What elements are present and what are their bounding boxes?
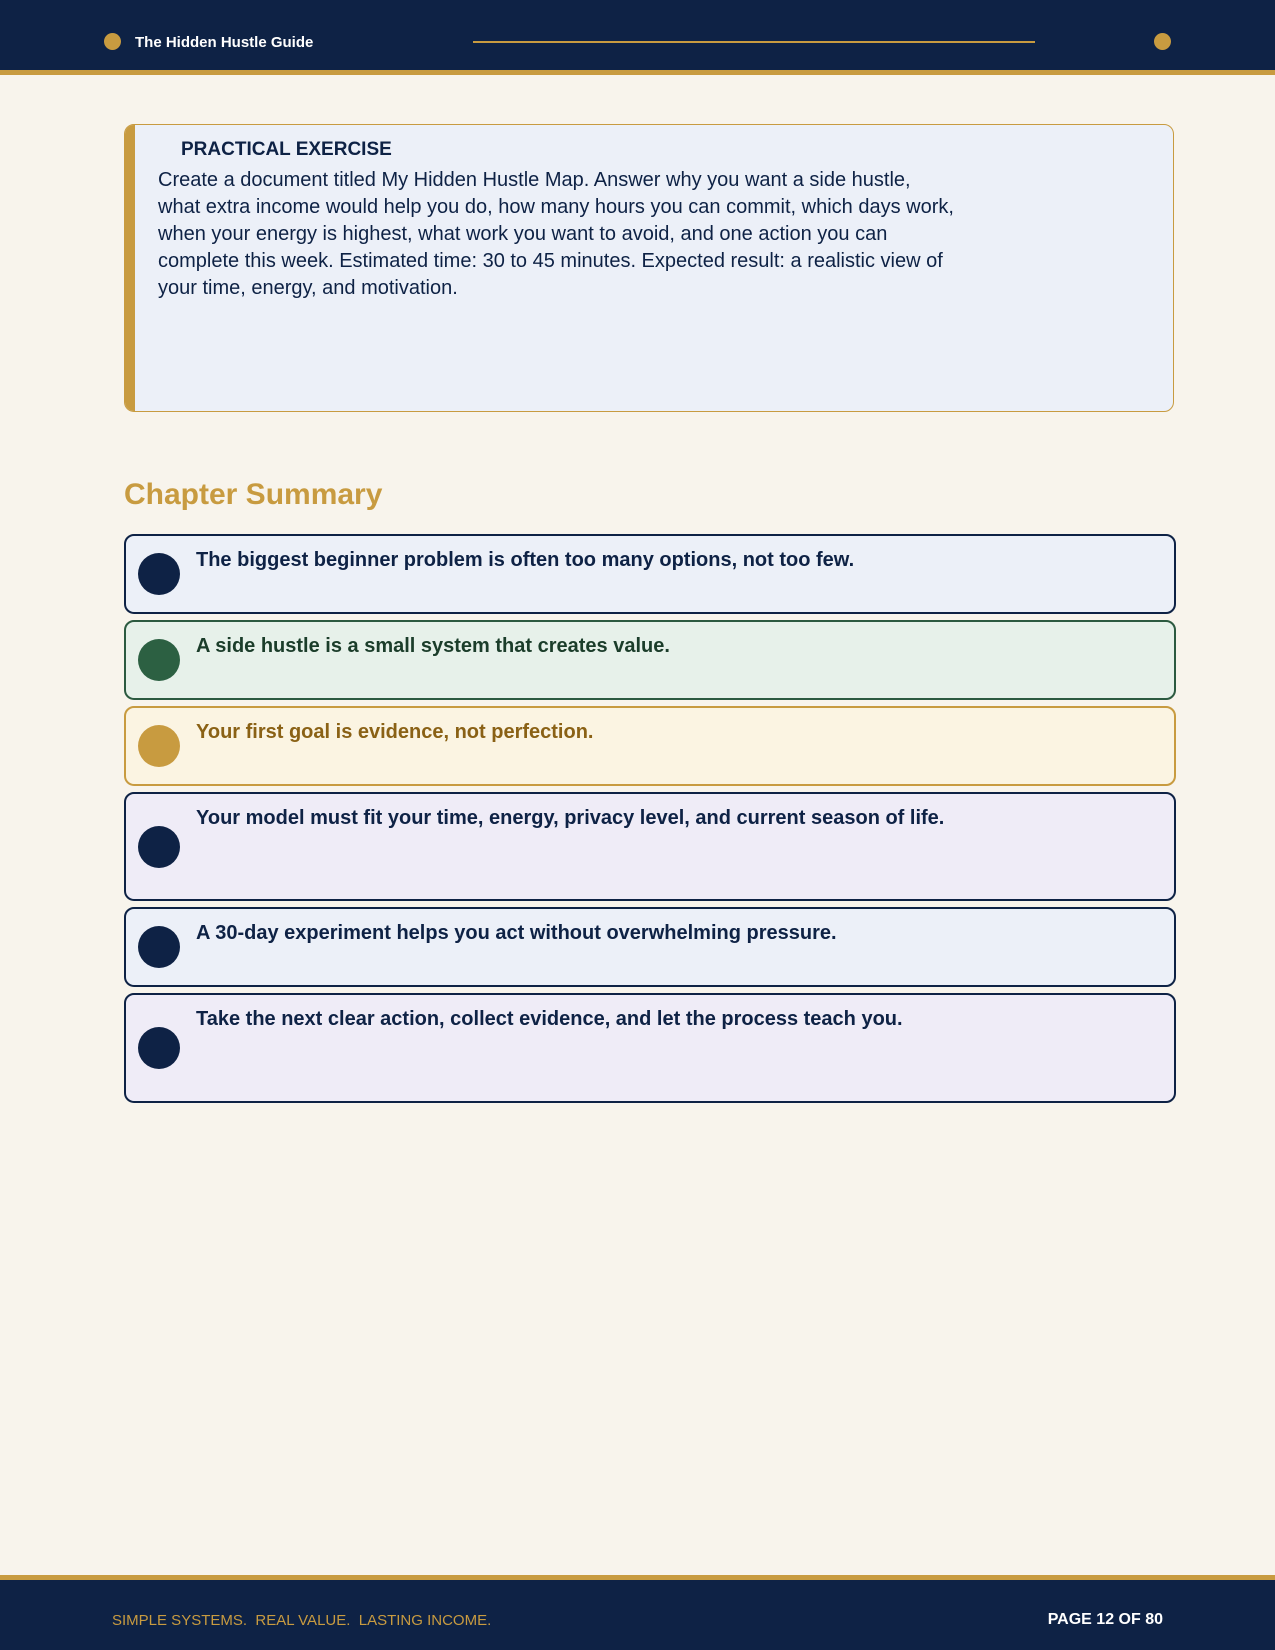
footer-tagline: SIMPLE SYSTEMS. REAL VALUE. LASTING INCOME. bbox=[112, 1612, 492, 1629]
guide-title: The Hidden Hustle Guide bbox=[135, 34, 314, 51]
page-header bbox=[0, 0, 1275, 70]
bullet-circle-icon bbox=[138, 553, 180, 595]
summary-item-text: A side hustle is a small system that creates value. bbox=[196, 635, 670, 657]
summary-item bbox=[124, 620, 1176, 700]
exercise-heading: PRACTICAL EXERCISE bbox=[181, 139, 392, 160]
bullet-circle-icon bbox=[138, 826, 180, 868]
bullet-circle-icon bbox=[138, 725, 180, 767]
summary-item-text: Take the next clear action, collect evidence, and let the process teach you. bbox=[196, 1008, 903, 1030]
summary-item-text: Your first goal is evidence, not perfection. bbox=[196, 721, 594, 743]
bullet-circle-icon bbox=[138, 639, 180, 681]
exercise-body: Create a document titled My Hidden Hustle Map. Answer why you want a side hustle, what extra income would help you do, how many hours you can commit, which days work, when your energy is highest, what work you want to avoid, and one action you can complete this week. Estimated time: 30 to 45 minutes. Expected result: a realistic view of your time, energy, and motivation. bbox=[158, 169, 954, 299]
header-divider bbox=[473, 41, 1035, 43]
chapter-summary-title: Chapter Summary bbox=[124, 478, 383, 511]
summary-item bbox=[124, 706, 1176, 786]
bullet-circle-icon bbox=[138, 926, 180, 968]
summary-item bbox=[124, 907, 1176, 987]
summary-item bbox=[124, 993, 1176, 1103]
chapter-summary-list bbox=[124, 534, 1176, 1109]
page-number: PAGE 12 OF 80 bbox=[1047, 1611, 1163, 1628]
summary-item-text: The biggest beginner problem is often too many options, not too few. bbox=[196, 549, 855, 571]
header-rule bbox=[0, 70, 1275, 75]
summary-item bbox=[124, 792, 1176, 901]
summary-item-text: Your model must fit your time, energy, privacy level, and current season of life. bbox=[196, 807, 945, 829]
practical-exercise-box bbox=[124, 124, 1174, 412]
summary-item bbox=[124, 534, 1176, 614]
summary-item-text: A 30-day experiment helps you act without overwhelming pressure. bbox=[196, 922, 837, 944]
bullet-circle-icon bbox=[138, 1027, 180, 1069]
header-dot-icon bbox=[104, 33, 121, 50]
header-dot-icon bbox=[1154, 33, 1171, 50]
exercise-accent-bar bbox=[125, 125, 135, 411]
